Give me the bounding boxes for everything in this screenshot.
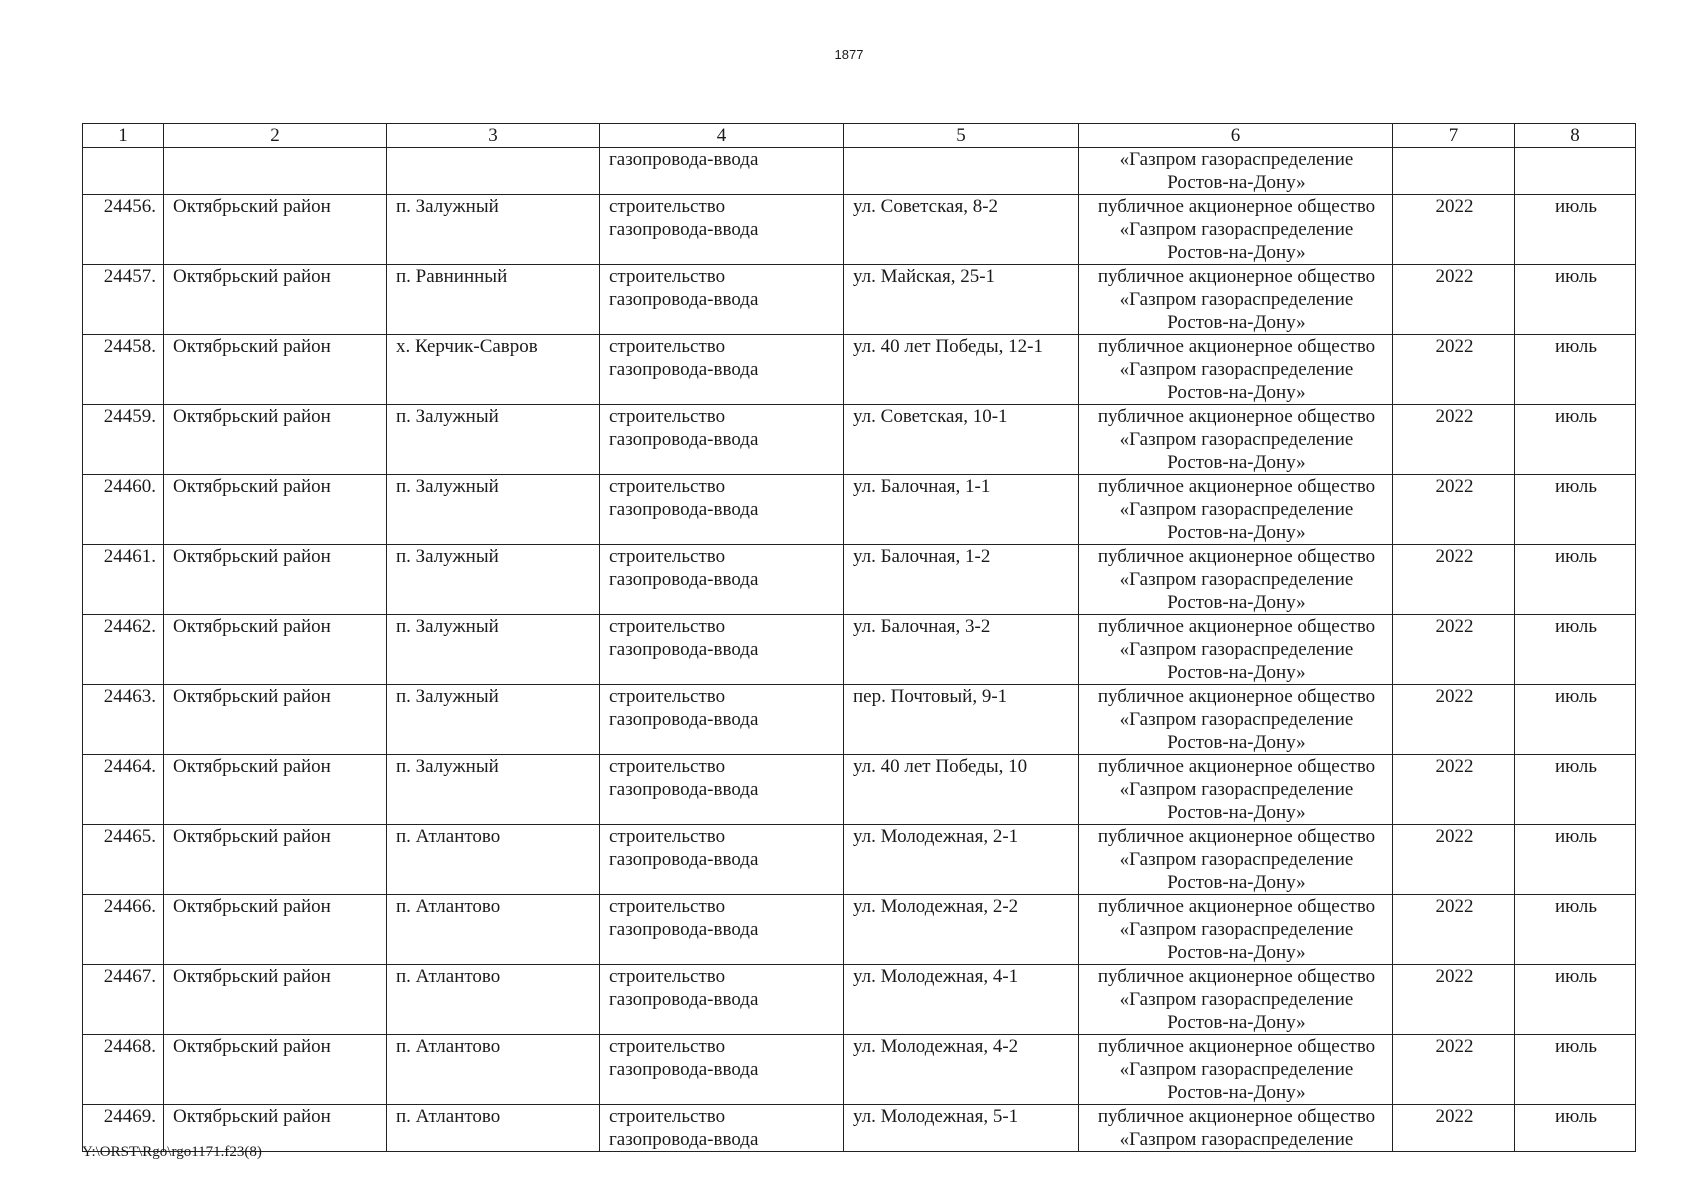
cell-settlement: п. Залужный — [387, 545, 600, 615]
cell-organization: публичное акционерное общество «Газпром газораспределение — [1079, 1105, 1393, 1152]
table-row — [83, 265, 1636, 335]
cell-number: 24464. — [83, 755, 164, 825]
cell-work: строительство газопровода-ввода — [600, 335, 844, 405]
cell-year: 2022 — [1393, 545, 1515, 615]
cell-address: ул. Советская, 8-2 — [844, 195, 1079, 265]
cell-organization: публичное акционерное общество «Газпром газораспределение Ростов-на-Дону» — [1079, 895, 1393, 965]
cell-organization: публичное акционерное общество «Газпром газораспределение Ростов-на-Дону» — [1079, 545, 1393, 615]
cell-settlement: п. Залужный — [387, 755, 600, 825]
cell-work: строительство газопровода-ввода — [600, 1035, 844, 1105]
cell-month: июль — [1515, 195, 1636, 265]
cell-work: строительство газопровода-ввода — [600, 195, 844, 265]
cell-work: строительство газопровода-ввода — [600, 615, 844, 685]
cell-month: июль — [1515, 1105, 1636, 1152]
cell-district: Октябрьский район — [164, 335, 387, 405]
cell-number: 24458. — [83, 335, 164, 405]
cell-number: 24459. — [83, 405, 164, 475]
cell-work: строительство газопровода-ввода — [600, 265, 844, 335]
column-header: 8 — [1515, 124, 1636, 148]
cell-address: ул. Молодежная, 4-1 — [844, 965, 1079, 1035]
cell-settlement: п. Залужный — [387, 615, 600, 685]
cell-month: июль — [1515, 895, 1636, 965]
cell-address: пер. Почтовый, 9-1 — [844, 685, 1079, 755]
cell-year: 2022 — [1393, 1035, 1515, 1105]
cell-month: июль — [1515, 755, 1636, 825]
cell-number: 24457. — [83, 265, 164, 335]
cell-district — [164, 148, 387, 195]
cell-district: Октябрьский район — [164, 195, 387, 265]
cell-work: строительство газопровода-ввода — [600, 755, 844, 825]
cell-district: Октябрьский район — [164, 755, 387, 825]
cell-year: 2022 — [1393, 825, 1515, 895]
cell-settlement: п. Залужный — [387, 475, 600, 545]
cell-settlement: п. Атлантово — [387, 825, 600, 895]
cell-organization: публичное акционерное общество «Газпром газораспределение Ростов-на-Дону» — [1079, 195, 1393, 265]
cell-month: июль — [1515, 335, 1636, 405]
table-body — [83, 124, 1636, 1152]
table-row — [83, 615, 1636, 685]
cell-district: Октябрьский район — [164, 1035, 387, 1105]
table-row — [83, 965, 1636, 1035]
cell-address: ул. Балочная, 1-1 — [844, 475, 1079, 545]
cell-settlement: п. Залужный — [387, 685, 600, 755]
table-row — [83, 1035, 1636, 1105]
cell-work: строительство газопровода-ввода — [600, 1105, 844, 1152]
cell-settlement: п. Атлантово — [387, 1105, 600, 1152]
cell-number: 24467. — [83, 965, 164, 1035]
cell-organization: «Газпром газораспределение Ростов-на-Дону» — [1079, 148, 1393, 195]
cell-month: июль — [1515, 1035, 1636, 1105]
cell-district: Октябрьский район — [164, 825, 387, 895]
cell-organization: публичное акционерное общество «Газпром газораспределение Ростов-на-Дону» — [1079, 405, 1393, 475]
cell-address: ул. Майская, 25-1 — [844, 265, 1079, 335]
cell-address: ул. Молодежная, 5-1 — [844, 1105, 1079, 1152]
cell-year: 2022 — [1393, 895, 1515, 965]
cell-address: ул. 40 лет Победы, 12-1 — [844, 335, 1079, 405]
cell-address: ул. Балочная, 3-2 — [844, 615, 1079, 685]
cell-work: строительство газопровода-ввода — [600, 475, 844, 545]
column-header: 5 — [844, 124, 1079, 148]
column-header: 7 — [1393, 124, 1515, 148]
cell-number: 24462. — [83, 615, 164, 685]
cell-number: 24461. — [83, 545, 164, 615]
cell-work: строительство газопровода-ввода — [600, 545, 844, 615]
cell-organization: публичное акционерное общество «Газпром газораспределение Ростов-на-Дону» — [1079, 475, 1393, 545]
cell-address: ул. Молодежная, 4-2 — [844, 1035, 1079, 1105]
cell-district: Октябрьский район — [164, 615, 387, 685]
cell-year: 2022 — [1393, 685, 1515, 755]
cell-district: Октябрьский район — [164, 895, 387, 965]
table-row — [83, 1105, 1636, 1152]
column-header: 3 — [387, 124, 600, 148]
cell-district: Октябрьский район — [164, 1105, 387, 1152]
cell-organization: публичное акционерное общество «Газпром газораспределение Ростов-на-Дону» — [1079, 825, 1393, 895]
cell-district: Октябрьский район — [164, 545, 387, 615]
cell-number: 24456. — [83, 195, 164, 265]
cell-month: июль — [1515, 615, 1636, 685]
cell-organization: публичное акционерное общество «Газпром газораспределение Ростов-на-Дону» — [1079, 1035, 1393, 1105]
cell-number — [83, 148, 164, 195]
cell-address: ул. Балочная, 1-2 — [844, 545, 1079, 615]
cell-work: строительство газопровода-ввода — [600, 405, 844, 475]
cell-number: 24469. — [83, 1105, 164, 1152]
cell-organization: публичное акционерное общество «Газпром газораспределение Ростов-на-Дону» — [1079, 615, 1393, 685]
cell-year: 2022 — [1393, 755, 1515, 825]
page-number: 1877 — [834, 47, 864, 62]
continuation-row — [83, 148, 1636, 195]
cell-year: 2022 — [1393, 265, 1515, 335]
cell-district: Октябрьский район — [164, 405, 387, 475]
cell-number: 24465. — [83, 825, 164, 895]
table-row — [83, 685, 1636, 755]
cell-settlement: п. Атлантово — [387, 895, 600, 965]
cell-number: 24468. — [83, 1035, 164, 1105]
cell-district: Октябрьский район — [164, 475, 387, 545]
cell-address: ул. 40 лет Победы, 10 — [844, 755, 1079, 825]
cell-district: Октябрьский район — [164, 965, 387, 1035]
cell-number: 24460. — [83, 475, 164, 545]
cell-district: Октябрьский район — [164, 685, 387, 755]
cell-number: 24466. — [83, 895, 164, 965]
cell-district: Октябрьский район — [164, 265, 387, 335]
cell-number: 24463. — [83, 685, 164, 755]
cell-year: 2022 — [1393, 475, 1515, 545]
cell-month: июль — [1515, 405, 1636, 475]
cell-year: 2022 — [1393, 965, 1515, 1035]
cell-work: строительство газопровода-ввода — [600, 825, 844, 895]
cell-organization: публичное акционерное общество «Газпром газораспределение Ростов-на-Дону» — [1079, 335, 1393, 405]
column-number-header — [83, 124, 1636, 148]
cell-month: июль — [1515, 685, 1636, 755]
cell-year: 2022 — [1393, 335, 1515, 405]
cell-year: 2022 — [1393, 615, 1515, 685]
table-row — [83, 755, 1636, 825]
cell-year: 2022 — [1393, 405, 1515, 475]
cell-settlement: п. Равнинный — [387, 265, 600, 335]
cell-settlement — [387, 148, 600, 195]
cell-organization: публичное акционерное общество «Газпром газораспределение Ростов-на-Дону» — [1079, 965, 1393, 1035]
cell-organization: публичное акционерное общество «Газпром газораспределение Ростов-на-Дону» — [1079, 265, 1393, 335]
cell-month: июль — [1515, 825, 1636, 895]
table-row — [83, 195, 1636, 265]
cell-year: 2022 — [1393, 195, 1515, 265]
cell-month — [1515, 148, 1636, 195]
cell-settlement: п. Атлантово — [387, 965, 600, 1035]
cell-organization: публичное акционерное общество «Газпром газораспределение Ростов-на-Дону» — [1079, 755, 1393, 825]
cell-settlement: х. Керчик-Савров — [387, 335, 600, 405]
column-header: 4 — [600, 124, 844, 148]
table-row — [83, 895, 1636, 965]
column-header: 1 — [83, 124, 164, 148]
cell-work: газопровода-ввода — [600, 148, 844, 195]
cell-month: июль — [1515, 475, 1636, 545]
cell-address: ул. Советская, 10-1 — [844, 405, 1079, 475]
cell-settlement: п. Залужный — [387, 195, 600, 265]
cell-month: июль — [1515, 965, 1636, 1035]
cell-month: июль — [1515, 265, 1636, 335]
column-header: 2 — [164, 124, 387, 148]
footer-file-path: Y:\ORST\Rgo\rgo1171.f23(8) — [82, 1144, 262, 1160]
table-row — [83, 475, 1636, 545]
cell-month: июль — [1515, 545, 1636, 615]
cell-work: строительство газопровода-ввода — [600, 965, 844, 1035]
cell-address — [844, 148, 1079, 195]
register-table — [82, 123, 1636, 1152]
cell-address: ул. Молодежная, 2-1 — [844, 825, 1079, 895]
table-row — [83, 335, 1636, 405]
cell-year — [1393, 148, 1515, 195]
table-row — [83, 545, 1636, 615]
table-row — [83, 405, 1636, 475]
cell-settlement: п. Атлантово — [387, 1035, 600, 1105]
column-header: 6 — [1079, 124, 1393, 148]
cell-settlement: п. Залужный — [387, 405, 600, 475]
cell-work: строительство газопровода-ввода — [600, 895, 844, 965]
cell-address: ул. Молодежная, 2-2 — [844, 895, 1079, 965]
cell-organization: публичное акционерное общество «Газпром газораспределение Ростов-на-Дону» — [1079, 685, 1393, 755]
cell-year: 2022 — [1393, 1105, 1515, 1152]
table-row — [83, 825, 1636, 895]
cell-work: строительство газопровода-ввода — [600, 685, 844, 755]
